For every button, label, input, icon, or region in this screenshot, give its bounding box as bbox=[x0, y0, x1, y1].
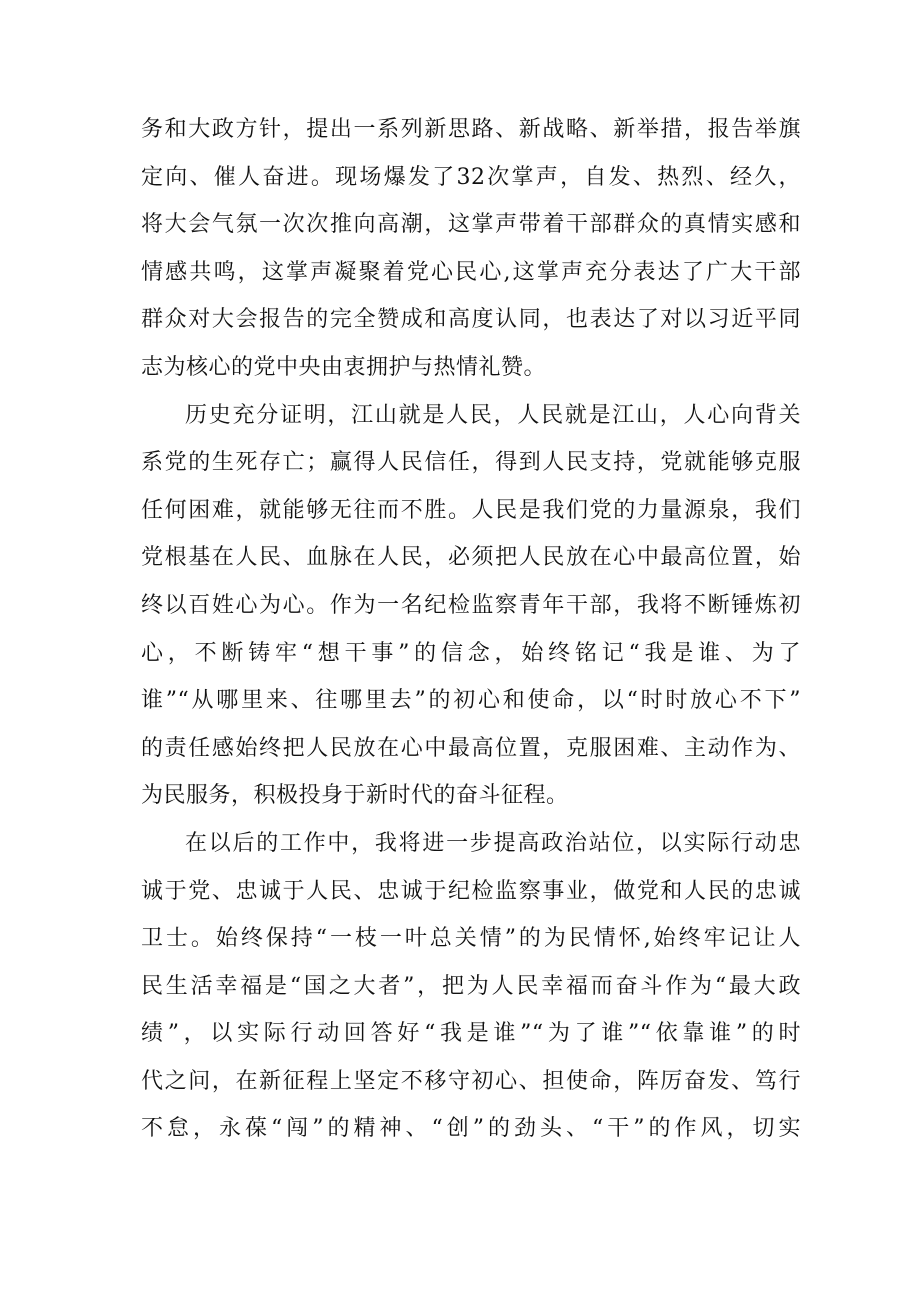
text-line: 终以百姓心为心。作为一名纪检监察青年干部，我将不断锤炼初 bbox=[141, 592, 801, 618]
paragraph bbox=[141, 820, 801, 1153]
text-line: 绩”，以实际行动回答好“我是谁”“为了谁”“依靠谁”的时 bbox=[141, 1021, 801, 1047]
text-line: 情感共鸣，这掌声凝聚着党心民心,这掌声充分表达了广大干部 bbox=[141, 259, 801, 285]
text-line: 定向、催人奋进。现场爆发了32次掌声，自发、热烈、经久， bbox=[141, 164, 801, 190]
paragraph bbox=[141, 392, 801, 820]
text-line: 志为核心的党中央由衷拥护与热情礼赞。 bbox=[141, 354, 547, 380]
text-line: 民生活幸福是“国之大者”，把为人民幸福而奋斗作为“最大政 bbox=[141, 973, 801, 999]
text-line: 的责任感始终把人民放在心中最高位置，克服困难、主动作为、 bbox=[141, 735, 801, 761]
text-line: 心，不断铸牢“想干事”的信念，始终铭记“我是谁、为了 bbox=[141, 640, 801, 666]
paragraph bbox=[141, 106, 801, 392]
text-line: 系党的生死存亡；赢得人民信任，得到人民支持，党就能够克服 bbox=[141, 450, 801, 476]
text-line: 任何困难，就能够无往而不胜。人民是我们党的力量源泉，我们 bbox=[141, 497, 801, 523]
text-line: 为民服务，积极投身于新时代的奋斗征程。 bbox=[141, 783, 569, 809]
text-line: 不怠，永葆“闯”的精神、“创”的劲头、“干”的作风，切实 bbox=[141, 1116, 801, 1142]
text-line: 务和大政方针，提出一系列新思路、新战略、新举措，报告举旗 bbox=[141, 117, 801, 142]
text-line: 在以后的工作中，我将进一步提高政治站位，以实际行动忠 bbox=[185, 830, 801, 856]
text-line: 代之问，在新征程上坚定不移守初心、担使命，阵厉奋发、笃行 bbox=[141, 1068, 801, 1094]
text-line: 将大会气氛一次次推向高潮，这掌声带着干部群众的真情实感和 bbox=[141, 212, 801, 238]
text-line: 党根基在人民、血脉在人民，必须把人民放在心中最高位置，始 bbox=[141, 545, 801, 571]
document-body bbox=[141, 106, 801, 1153]
text-line: 群众对大会报告的完全赞成和高度认同，也表达了对以习近平同 bbox=[141, 307, 801, 333]
text-line: 谁”“从哪里来、往哪里去”的初心和使命，以“时时放心不下” bbox=[141, 688, 801, 714]
text-line: 诚于党、忠诚于人民、忠诚于纪检监察事业，做党和人民的忠诚 bbox=[141, 878, 801, 904]
text-line: 历史充分证明，江山就是人民，人民就是江山，人心向背关 bbox=[185, 402, 801, 428]
text-line: 卫士。始终保持“一枝一叶总关情”的为民情怀,始终牢记让人 bbox=[141, 926, 801, 952]
